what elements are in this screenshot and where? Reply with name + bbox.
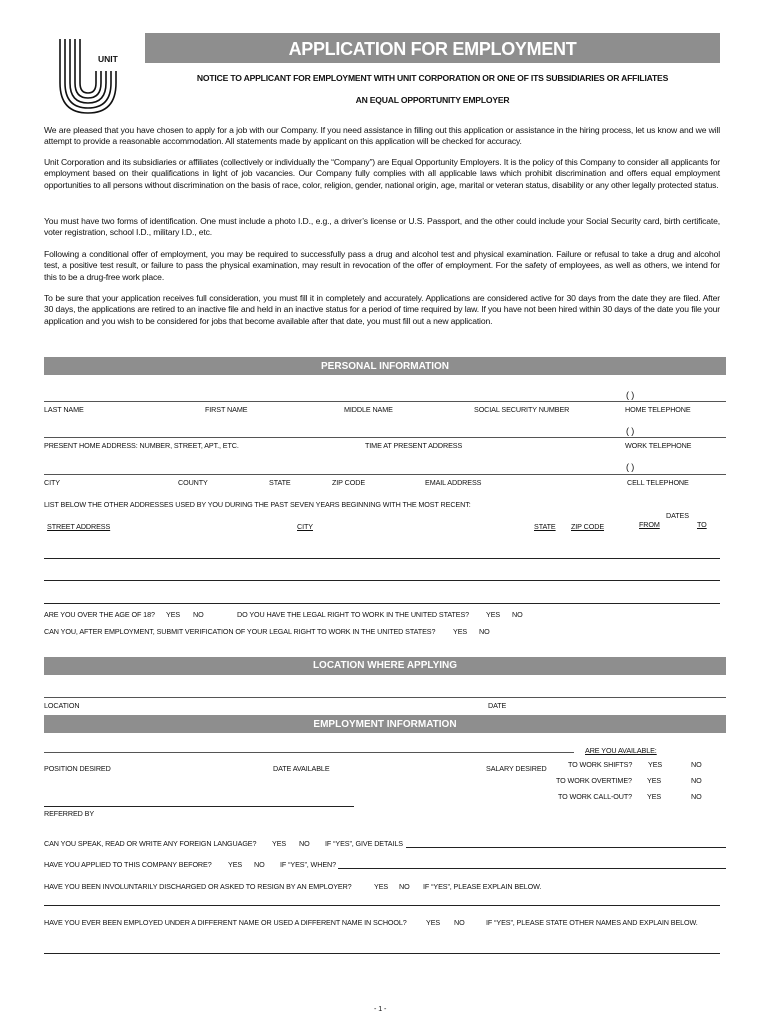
foreign-language-no[interactable]: NO — [299, 839, 310, 848]
applied-when-line[interactable] — [338, 868, 726, 869]
employment-header: EMPLOYMENT INFORMATION — [44, 715, 726, 733]
legal-right-no[interactable]: NO — [512, 610, 523, 619]
salary-desired-label: SALARY DESIRED — [486, 764, 547, 773]
over-18-no[interactable]: NO — [193, 610, 204, 619]
location-header: LOCATION WHERE APPLYING — [44, 657, 726, 675]
eeo-paragraph: Unit Corporation and its subsidiaries or affiliates (collectively or individually the “Company”) are Equal Opportunity Employers. It is the policy of this Company to consider all applicants for employment based on their qualifications in light of job vacancies. Our Company fully complies with all applicable laws which prohibit discrimination and offers equal employment opportunities to all persons without discrimination on the basis of race, color, religion, gender, national origin, age, marital or veteran status, disability or any other legally protected status. — [44, 157, 720, 190]
ssn-label: SOCIAL SECURITY NUMBER — [474, 405, 570, 414]
discharged-question: HAVE YOU BEEN INVOLUNTARILY DISCHARGED OR ASKED TO RESIGN BY AN EMPLOYER? — [44, 882, 352, 891]
personal-info-header: PERSONAL INFORMATION — [44, 357, 726, 375]
foreign-language-details-line[interactable] — [406, 847, 726, 848]
intro-paragraph: We are pleased that you have chosen to apply for a job with our Company. If you need assistance in filling out this application or assistance in the hiring process, let us know and we will attempt to provide a reasonable accommodation. All statements made by applicant on this application will be checked for accuracy. — [44, 125, 720, 147]
foreign-language-details-label: IF “YES”, GIVE DETAILS — [325, 839, 403, 848]
legal-right-question: DO YOU HAVE THE LEGAL RIGHT TO WORK IN THE UNITED STATES? — [237, 610, 470, 619]
work-overtime-yes[interactable]: YES — [647, 776, 662, 785]
are-you-available-label: ARE YOU AVAILABLE: — [585, 746, 657, 755]
logo-text: UNIT — [98, 54, 118, 64]
first-name-label: FIRST NAME — [205, 405, 248, 414]
cell-phone-paren: ( ) — [626, 462, 635, 472]
home-telephone-label: HOME TELEPHONE — [625, 405, 691, 414]
verification-question: CAN YOU, AFTER EMPLOYMENT, SUBMIT VERIFICATION OF YOUR LEGAL RIGHT TO WORK IN THE UNITED STATES? — [44, 627, 436, 636]
page-number: - 1 - — [374, 1004, 387, 1013]
work-telephone-label: WORK TELEPHONE — [625, 441, 692, 450]
city-row-line — [44, 474, 726, 475]
page-title: APPLICATION FOR EMPLOYMENT — [145, 33, 720, 63]
name-row-line — [44, 401, 726, 402]
unit-logo — [50, 33, 145, 118]
cell-telephone-label: CELL TELEPHONE — [627, 478, 689, 487]
discharged-explain-line[interactable] — [44, 905, 720, 906]
applied-before-question: HAVE YOU APPLIED TO THIS COMPANY BEFORE? — [44, 860, 212, 869]
other-name-question: HAVE YOU EVER BEEN EMPLOYED UNDER A DIFFERENT NAME OR USED A DIFFERENT NAME IN SCHOOL? — [44, 918, 407, 927]
previous-address-line-3[interactable] — [44, 603, 720, 604]
over-18-yes[interactable]: YES — [166, 610, 181, 619]
zip-code-column: ZIP CODE — [571, 522, 605, 531]
discharged-no[interactable]: NO — [399, 882, 410, 891]
consideration-paragraph: To be sure that your application receives full consideration, you must fill it in completely and accurately. Applications are considered active for 30 days from the date they are filed. After 30 days, the applications are retired to an inactive file and held in an inactive status for a period of time required by law. If you have not been hired within 30 days of the date you file your application and you wish to be considered for jobs that become available after that date, you must fill out a new application. — [44, 293, 720, 326]
foreign-language-question: CAN YOU SPEAK, READ OR WRITE ANY FOREIGN LANGUAGE? — [44, 839, 257, 848]
zip-code-label: ZIP CODE — [332, 478, 366, 487]
work-shifts-question: TO WORK SHIFTS? — [568, 760, 633, 769]
previous-address-line-1[interactable] — [44, 558, 720, 559]
email-address-label: EMAIL ADDRESS — [425, 478, 482, 487]
position-row-line — [44, 752, 574, 753]
date-label: DATE — [488, 701, 507, 710]
work-overtime-question: TO WORK OVERTIME? — [556, 776, 632, 785]
work-callout-no[interactable]: NO — [691, 792, 702, 801]
present-address-label: PRESENT HOME ADDRESS: NUMBER, STREET, APT., ETC. — [44, 441, 239, 450]
work-callout-question: TO WORK CALL-OUT? — [558, 792, 633, 801]
from-column: FROM — [639, 520, 660, 529]
verification-no[interactable]: NO — [479, 627, 490, 636]
work-overtime-no[interactable]: NO — [691, 776, 702, 785]
previous-address-line-2[interactable] — [44, 580, 720, 581]
work-callout-yes[interactable]: YES — [647, 792, 662, 801]
state-label: STATE — [269, 478, 291, 487]
middle-name-label: MIDDLE NAME — [344, 405, 393, 414]
home-phone-paren: ( ) — [626, 390, 635, 400]
referred-by-label: REFERRED BY — [44, 809, 95, 818]
position-desired-label: POSITION DESIRED — [44, 764, 111, 773]
equal-opportunity-heading: AN EQUAL OPPORTUNITY EMPLOYER — [355, 95, 510, 105]
location-label: LOCATION — [44, 701, 80, 710]
state-column: STATE — [534, 522, 556, 531]
address-row-line — [44, 437, 726, 438]
to-column: TO — [697, 520, 707, 529]
legal-right-yes[interactable]: YES — [486, 610, 501, 619]
work-shifts-no[interactable]: NO — [691, 760, 702, 769]
other-name-yes[interactable]: YES — [426, 918, 441, 927]
applied-before-no[interactable]: NO — [254, 860, 265, 869]
work-phone-paren: ( ) — [626, 426, 635, 436]
discharged-explain-label: IF “YES”, PLEASE EXPLAIN BELOW. — [423, 882, 542, 891]
foreign-language-yes[interactable]: YES — [272, 839, 287, 848]
applied-when-label: IF “YES”, WHEN? — [280, 860, 337, 869]
other-name-explain-line[interactable] — [44, 953, 720, 954]
other-name-no[interactable]: NO — [454, 918, 465, 927]
last-name-label: LAST NAME — [44, 405, 84, 414]
location-row-line — [44, 697, 726, 698]
notice-heading: NOTICE TO APPLICANT FOR EMPLOYMENT WITH UNIT CORPORATION OR ONE OF ITS SUBSIDIARIES OR AFFILIATES — [196, 73, 669, 83]
discharged-yes[interactable]: YES — [374, 882, 389, 891]
city-label: CITY — [44, 478, 60, 487]
city-column: CITY — [297, 522, 313, 531]
dates-label: DATES — [666, 511, 689, 520]
identification-paragraph: You must have two forms of identification. One must include a photo I.D., e.g., a driver’s license or U.S. Passport, and the other could include your Social Security card, birth certificate, voter registration, school I.D., military I.D., etc. — [44, 216, 720, 238]
verification-yes[interactable]: YES — [453, 627, 468, 636]
time-at-address-label: TIME AT PRESENT ADDRESS — [365, 441, 463, 450]
applied-before-yes[interactable]: YES — [228, 860, 243, 869]
previous-addresses-instruction: LIST BELOW THE OTHER ADDRESSES USED BY YOU DURING THE PAST SEVEN YEARS BEGINNING WITH THE MOST RECENT: — [44, 500, 471, 509]
work-shifts-yes[interactable]: YES — [648, 760, 663, 769]
referred-by-line[interactable] — [44, 806, 354, 807]
drug-test-paragraph: Following a conditional offer of employment, you may be required to successfully pass a drug and alcohol test and physical examination. Failure or refusal to take a drug and alcohol test, a positive test result, or failure to pass the physical examination, may result in revocation of the offer of employment. For the safety of employees, as well as others, we intend for this to be a drug-free work place. — [44, 249, 720, 282]
date-available-label: DATE AVAILABLE — [273, 764, 330, 773]
other-name-explain-label: IF “YES”, PLEASE STATE OTHER NAMES AND EXPLAIN BELOW. — [486, 918, 698, 927]
county-label: COUNTY — [178, 478, 208, 487]
over-18-question: ARE YOU OVER THE AGE OF 18? — [44, 610, 155, 619]
street-address-column: STREET ADDRESS — [47, 522, 111, 531]
unit-logo-mark — [50, 33, 145, 118]
